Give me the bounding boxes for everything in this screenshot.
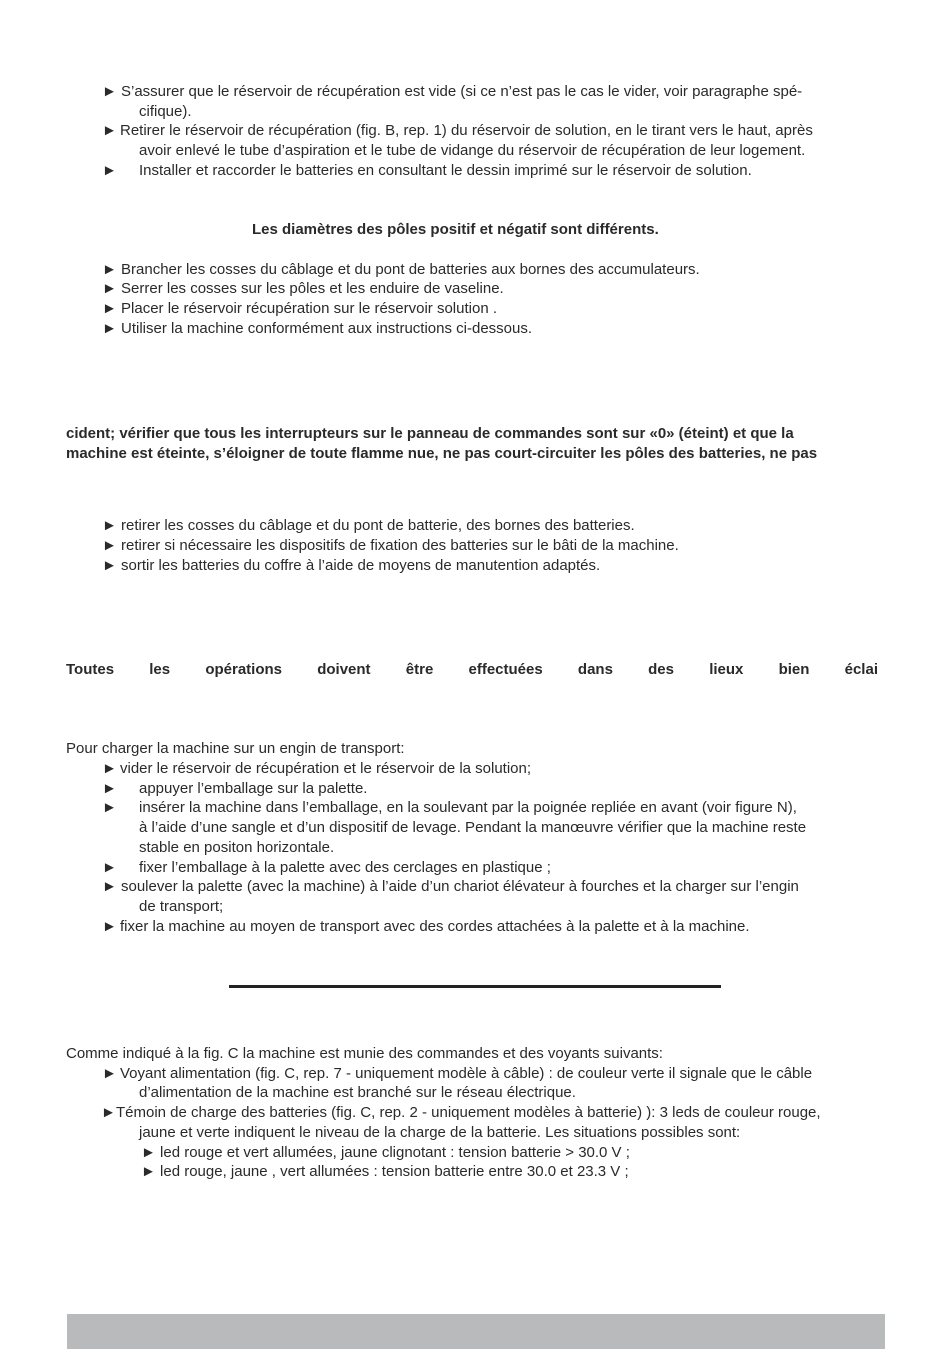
section-divider: [229, 985, 721, 988]
bullet-text: Témoin de charge des batteries (fig. C, rep. 2 - uniquement modèles à batterie) ): 3 leds de couleur rouge,: [116, 1104, 821, 1121]
sub-list-item: ► led rouge, jaune , vert allumées : tension batterie entre 30.0 et 23.3 V ;: [141, 1163, 629, 1180]
list-item: ► Serrer les cosses sur les pôles et les enduire de vaseline.: [102, 280, 504, 297]
warning-line: machine est éteinte, s’éloigner de toute flamme nue, ne pas court-circuiter les pôles des batteries, ne pas: [66, 445, 818, 462]
bullet-marker: ►: [102, 760, 117, 777]
bullet-text: Installer et raccorder le batteries en consultant le dessin imprimé sur le réservoir de solution.: [139, 162, 752, 179]
bullet-text: avoir enlevé le tube d’aspiration et le tube de vidange du réservoir de récupération de leur logement.: [139, 142, 806, 159]
bullet-text: vider le réservoir de récupération et le réservoir de la solution;: [120, 760, 532, 777]
list-item: ► Placer le réservoir récupération sur le réservoir solution .: [102, 300, 498, 317]
bullet-text: fixer la machine au moyen de transport avec des cordes attachées à la palette et à la machine.: [120, 918, 750, 935]
word: lieux: [709, 661, 744, 678]
word: bien: [778, 661, 810, 678]
word: opérations: [205, 661, 283, 678]
bullet-text: insérer la machine dans l’emballage, en la soulevant par la poignée repliée en avant (voir figure N),: [139, 799, 797, 816]
bullet-text: d’alimentation de la machine est branché sur le réseau électrique.: [139, 1084, 576, 1101]
bullet-marker: ►: [102, 83, 117, 100]
word: Toutes: [66, 661, 115, 678]
transport-intro: Pour charger la machine sur un engin de transport:: [66, 740, 405, 757]
list-item: ► retirer si nécessaire les dispositifs de fixation des batteries sur le bâti de la machine.: [102, 537, 679, 554]
bullet-text: fixer l’emballage à la palette avec des cerclages en plastique ;: [139, 859, 551, 876]
list-item: ► Brancher les cosses du câblage et du pont de batteries aux bornes des accumulateurs.: [102, 261, 700, 278]
word: effectuées: [468, 661, 543, 678]
bullet-text: à l’aide d’une sangle et d’un dispositif de levage. Pendant la manœuvre vérifier que la machine reste: [139, 819, 807, 836]
list-item: ► retirer les cosses du câblage et du pont de batterie, des bornes des batteries.: [102, 517, 635, 534]
note-poles: Les diamètres des pôles positif et négatif sont différents.: [252, 221, 659, 238]
word: doivent: [317, 661, 371, 678]
list-item: ► sortir les batteries du coffre à l’aide de moyens de manutention adaptés.: [102, 557, 601, 574]
warning-line: cident; vérifier que tous les interrupteurs sur le panneau de commandes sont sur «0» (éteint) et que la: [66, 425, 794, 442]
bullet-marker: ►: [102, 1065, 117, 1082]
note-operations: [66, 660, 878, 680]
footer-bar: [67, 1314, 885, 1349]
bullet-marker: ►: [102, 878, 117, 895]
word: des: [648, 661, 674, 678]
bullet-marker: ►: [102, 780, 117, 797]
bullet-text: S’assurer que le réservoir de récupération est vide (si ce n’est pas le cas le vider, voir paragraphe spé-: [121, 83, 803, 100]
word: être: [405, 661, 434, 678]
bullet-text: soulever la palette (avec la machine) à l’aide d’un chariot élévateur à fourches et la charger sur l’engin: [121, 878, 799, 895]
bullet-marker: ►: [101, 1104, 116, 1121]
bullet-marker: ►: [102, 799, 117, 816]
bullet-text: cifique).: [139, 103, 192, 120]
word: les: [149, 661, 171, 678]
bullet-text: appuyer l’emballage sur la palette.: [139, 780, 368, 797]
bullet-marker: ►: [102, 918, 117, 935]
word: éclai: [844, 661, 878, 678]
controls-intro: Comme indiqué à la fig. C la machine est munie des commandes et des voyants suivants:: [66, 1045, 663, 1062]
bullet-marker: ►: [102, 122, 117, 139]
bullet-text: de transport;: [139, 898, 224, 915]
bullet-text: jaune et verte indiquent le niveau de la charge de la batterie. Les situations possibles sont:: [139, 1124, 741, 1141]
bullet-marker: ►: [102, 859, 117, 876]
word: dans: [577, 661, 613, 678]
bullet-marker: ►: [102, 162, 117, 179]
sub-list-item: ► led rouge et vert allumées, jaune clignotant : tension batterie > 30.0 V ;: [141, 1144, 630, 1161]
bullet-text: Retirer le réservoir de récupération (fig. B, rep. 1) du réservoir de solution, en le tirant vers le haut, après: [120, 122, 813, 139]
list-item: ► Utiliser la machine conformément aux instructions ci-dessous.: [102, 320, 533, 337]
bullet-text: stable en positon horizontale.: [139, 839, 335, 856]
bullet-text: Voyant alimentation (fig. C, rep. 7 - uniquement modèle à câble) : de couleur verte il signale que le câble: [120, 1065, 813, 1082]
